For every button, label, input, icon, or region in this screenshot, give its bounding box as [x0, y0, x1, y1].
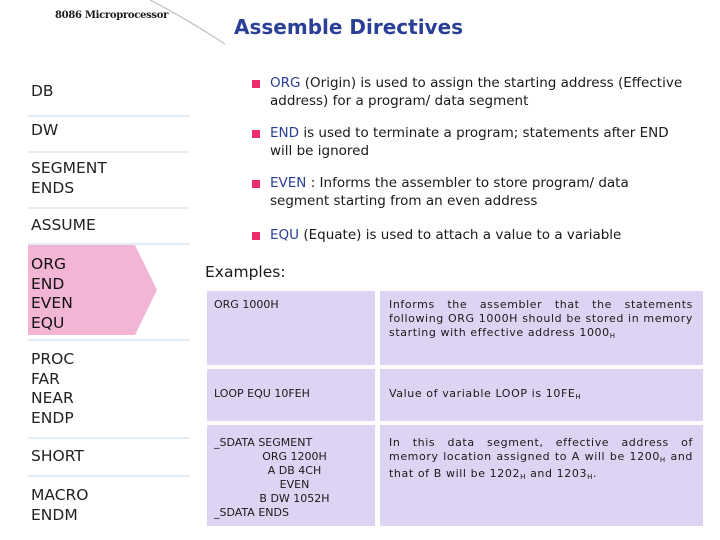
- directive-item: SHORT: [31, 447, 84, 465]
- code-line: _SDATA ENDS: [214, 506, 289, 519]
- example-code-cell: [207, 425, 375, 526]
- directive-group-proc: [31, 350, 74, 428]
- hex-subscript: H: [587, 473, 593, 481]
- bullet-square-icon: [252, 180, 260, 188]
- code-line: A DB 4CH: [267, 464, 322, 477]
- example-code-cell: [207, 369, 375, 421]
- directive-item: ORG: [31, 255, 66, 273]
- page-title: Assemble Directives: [234, 15, 464, 39]
- directive-group-highlighted: [31, 255, 73, 333]
- code-line: _SDATA SEGMENT: [214, 436, 313, 449]
- hex-subscript: H: [575, 393, 582, 401]
- hex-subscript: H: [520, 473, 526, 481]
- directive-group-db: [31, 82, 54, 102]
- keyword-equ: EQU: [270, 227, 300, 243]
- example-desc-cell: [380, 369, 703, 421]
- example-desc-cell: [380, 291, 703, 365]
- directive-group-dw: [31, 121, 58, 141]
- bullet-equ: [270, 227, 690, 245]
- bullet-text: : Informs the assembler to store program/ data segment starting from an even address: [270, 175, 629, 209]
- bullet-org: [270, 75, 690, 110]
- example-code: ORG 1000H: [214, 298, 279, 311]
- example-desc: and that of B will be 1202: [389, 450, 693, 480]
- directive-item: FAR: [31, 369, 60, 388]
- course-title: 8086 Microprocessor: [55, 10, 169, 21]
- bullet-square-icon: [252, 80, 260, 88]
- directive-item: ENDS: [31, 178, 75, 197]
- bullet-even: [270, 175, 690, 210]
- bullet-square-icon: [252, 130, 260, 138]
- hex-subscript: H: [609, 332, 616, 340]
- bullet-text: (Origin) is used to assign the starting address (Effective address) for a program/ data segment: [270, 75, 683, 109]
- examples-label: Examples:: [205, 263, 286, 281]
- bullet-square-icon: [252, 232, 260, 240]
- example-desc: Informs the assembler that the statements following ORG 1000H should be stored in memory starting with effective address 1000: [389, 298, 693, 339]
- keyword-end: END: [270, 125, 300, 141]
- example-code: LOOP EQU 10FEH: [214, 387, 310, 400]
- keyword-even: EVEN: [270, 175, 307, 191]
- directive-group-short: [31, 447, 84, 467]
- directive-item: ENDP: [31, 408, 74, 427]
- example-code-cell: [207, 291, 375, 365]
- directive-item: NEAR: [31, 389, 74, 407]
- example-desc: .: [592, 467, 598, 480]
- directive-item: DW: [31, 121, 59, 139]
- directive-group-macro: [31, 486, 89, 525]
- header-swoosh: [150, 0, 225, 44]
- directive-item: ENDM: [31, 505, 78, 524]
- bullet-text: is used to terminate a program; statements after END will be ignored: [270, 125, 669, 159]
- directive-item: MACRO: [31, 486, 89, 504]
- example-desc-cell: [380, 425, 703, 526]
- directive-item: EQU: [31, 313, 65, 332]
- example-desc: and 1203: [525, 467, 588, 480]
- directive-item: END: [31, 274, 65, 293]
- directive-item: DB: [31, 82, 54, 100]
- code-line: EVEN: [279, 478, 310, 491]
- directive-group-segment: [31, 159, 107, 198]
- bullet-text: (Equate) is used to attach a value to a variable: [299, 227, 622, 243]
- example-desc: Value of variable LOOP is 10FE: [389, 387, 576, 400]
- directive-item: PROC: [31, 350, 75, 368]
- hex-subscript: H: [659, 456, 666, 464]
- code-line: B DW 1052H: [259, 492, 330, 505]
- code-line: ORG 1200H: [262, 450, 327, 463]
- keyword-org: ORG: [270, 75, 301, 91]
- example-desc: In this data segment, effective address of memory location assigned to A will be 1200: [389, 436, 693, 463]
- bullet-end: [270, 125, 690, 160]
- directive-item: ASSUME: [31, 216, 96, 234]
- directive-item: EVEN: [31, 294, 73, 312]
- directive-item: SEGMENT: [31, 159, 107, 177]
- directive-group-assume: [31, 216, 96, 236]
